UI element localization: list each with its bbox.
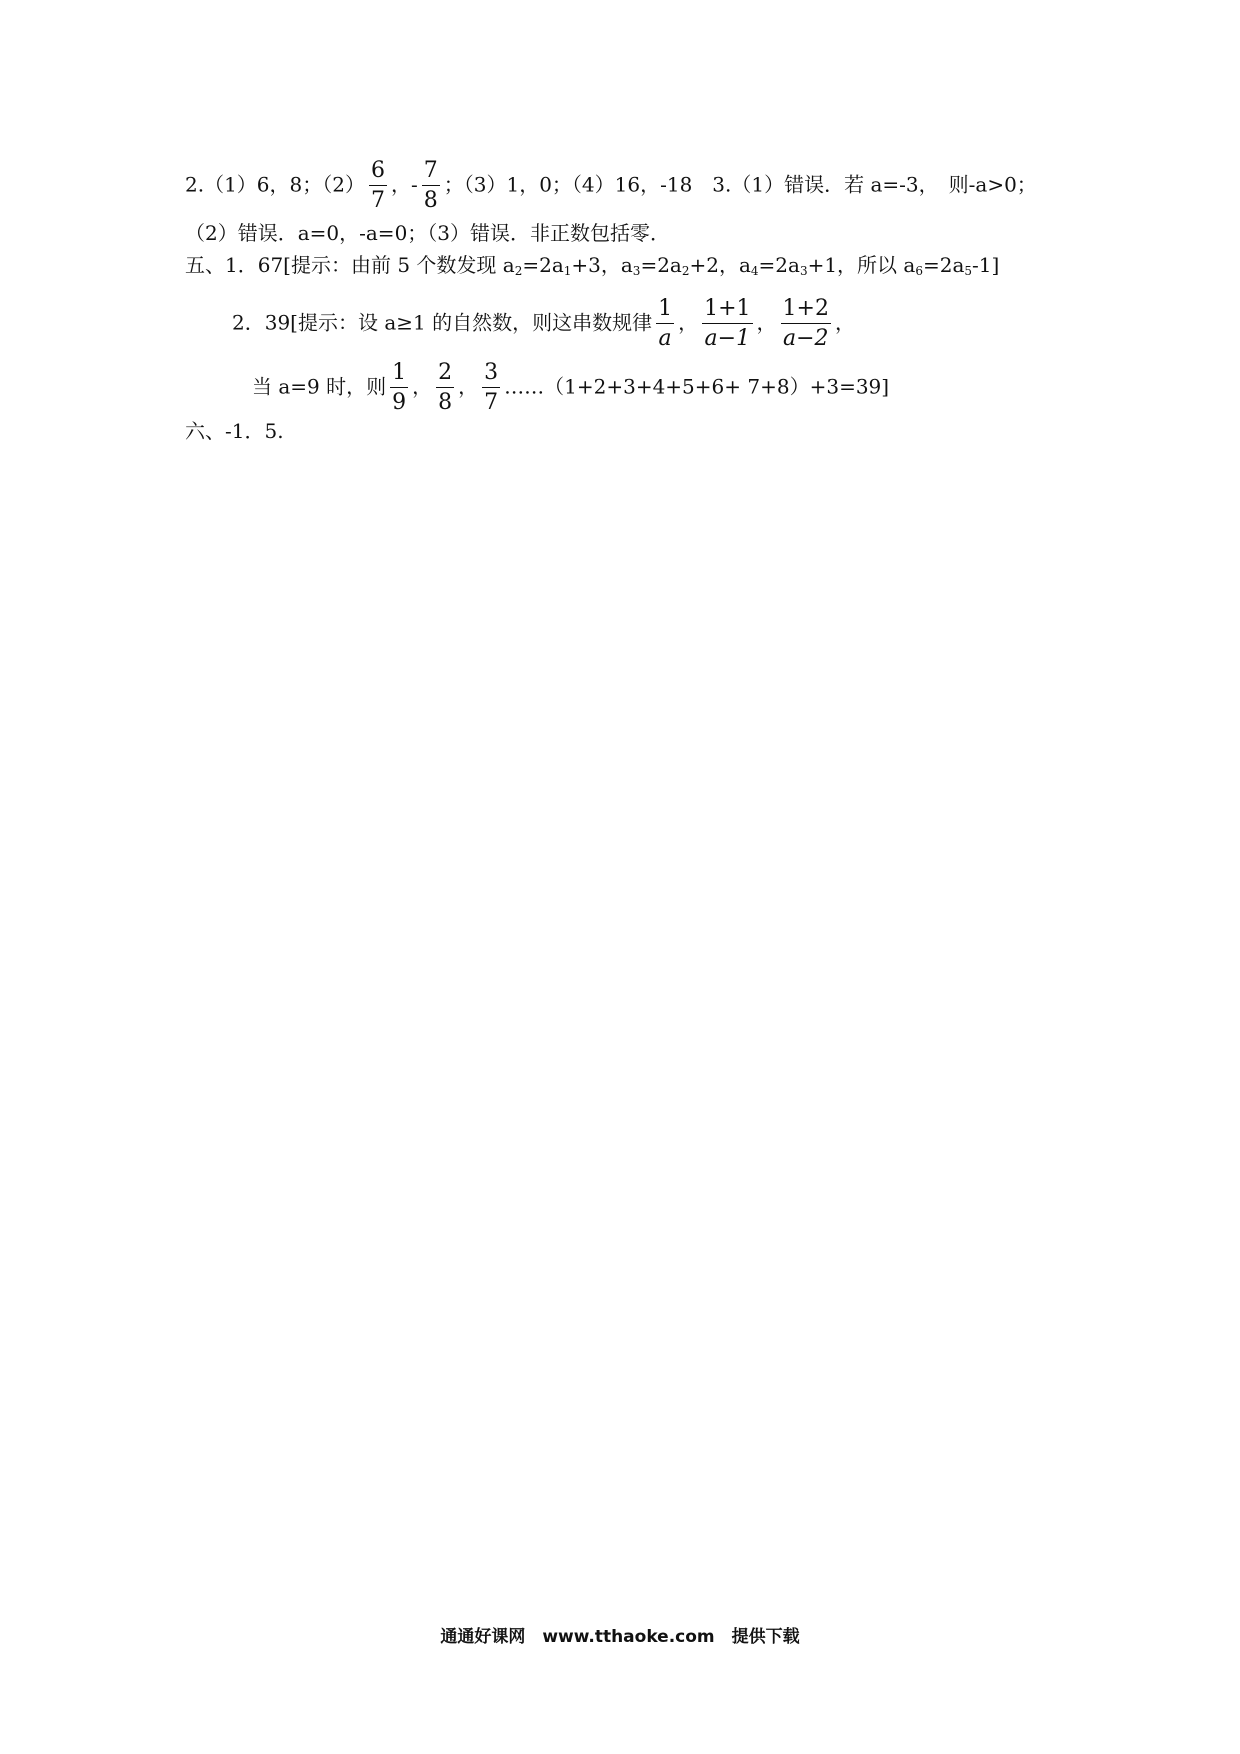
- answer-text: =2a: [640, 253, 682, 277]
- denominator: 9: [392, 390, 407, 415]
- fraction: [656, 298, 674, 350]
- numerator: 1: [656, 298, 674, 324]
- separator: ，: [412, 374, 433, 399]
- denominator: a−1: [704, 326, 751, 351]
- answer-text: 当 a=9 时，则: [252, 374, 387, 399]
- separator: ，: [756, 310, 777, 335]
- numerator: 1+2: [781, 298, 831, 324]
- denominator: a: [658, 326, 672, 351]
- fraction: [436, 362, 454, 414]
- answer-text: ……（1+2+3+4+5+6+ 7+8）+3=39]: [504, 374, 890, 399]
- section-six: [185, 416, 284, 446]
- fraction: [482, 362, 500, 414]
- answer-text: 五、1．67[提示：由前 5 个数发现 a: [185, 253, 515, 277]
- subscript: 1: [563, 264, 572, 278]
- numerator: 1: [390, 362, 408, 388]
- denominator: 8: [438, 390, 453, 415]
- footer-credit: 通通好课网 www.tthaoke.com 提供下载: [440, 1627, 800, 1647]
- denominator: 7: [370, 188, 385, 213]
- subscript: 6: [915, 264, 923, 278]
- answer-text: -1]: [972, 253, 1000, 277]
- answer-text: ，-: [390, 172, 418, 197]
- fraction: [390, 362, 408, 414]
- answer-text: 2.（1）6，8；（2）: [185, 172, 365, 197]
- numerator: 2: [436, 362, 454, 388]
- fraction: [369, 160, 387, 212]
- separator: ，: [678, 310, 699, 335]
- denominator: a−2: [782, 326, 829, 351]
- separator: ，: [458, 374, 479, 399]
- answer-text: 2．39[提示：设 a≥1 的自然数，则这串数规律: [232, 310, 653, 335]
- subscript: 2: [514, 264, 523, 278]
- subscript: 5: [964, 264, 973, 278]
- answer-text: =2a: [522, 253, 564, 277]
- separator: ，: [834, 310, 855, 335]
- answer-line-2: [185, 160, 1037, 212]
- numerator: 7: [422, 160, 440, 186]
- subscript: 4: [750, 264, 759, 278]
- denominator: 7: [484, 390, 499, 415]
- subscript: 3: [799, 264, 808, 278]
- denominator: 8: [423, 188, 438, 213]
- section-five-q1: [185, 250, 999, 286]
- subscript: 2: [681, 264, 690, 278]
- answer-text: +1，所以 a: [807, 253, 916, 277]
- answer-text: =2a: [758, 253, 800, 277]
- answer-text: +2，a: [689, 253, 751, 277]
- answer-text: +3，a: [571, 253, 633, 277]
- answer-text: =2a: [922, 253, 965, 277]
- answer-line-2-cont: [185, 218, 670, 248]
- answer-text: ；（3）1，0；（4）16，-18 3.（1）错误．若 a=-3， 则-a>0；: [443, 172, 1037, 197]
- subscript: 3: [632, 264, 641, 278]
- fraction: [702, 298, 752, 350]
- numerator: 3: [482, 362, 500, 388]
- fraction: [781, 298, 831, 350]
- numerator: 6: [369, 160, 387, 186]
- fraction: [422, 160, 440, 212]
- numerator: 1+1: [702, 298, 752, 324]
- section-five-q2-cont: [252, 362, 889, 414]
- answer-text: （2）错误．a=0，-a=0；（3）错误．非正数包括零．: [185, 221, 671, 245]
- answer-text: 六、-1．5.: [185, 419, 284, 443]
- section-five-q2: [232, 298, 855, 350]
